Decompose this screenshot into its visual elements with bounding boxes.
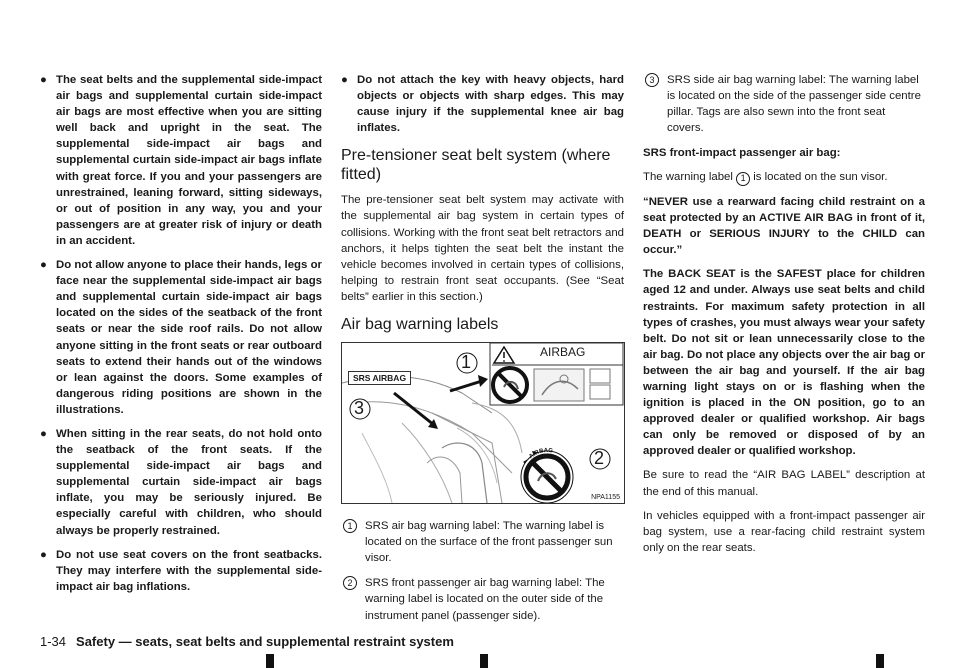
registration-mark bbox=[266, 654, 274, 668]
page-number: 1-34 bbox=[40, 634, 67, 649]
section-title: Safety — seats, seat belts and supplemental restraint system bbox=[76, 634, 454, 649]
caption-text: SRS side air bag warning label: The warning label is located on the side of the passenger side centre pillar. Tags are also sewn into the front seat covers. bbox=[667, 74, 921, 135]
back-seat-warning: The BACK SEAT is the SAFEST place for children aged 12 and under. Always use seat belts and child restraints. For maximum safety protection in all types of crashes, you must always wear your safety belt. Do not sit or lean unnecessarily close to the air bag. Do not place any objects over the air bag or between the air bag and yourself. If the air bag warning light stays on or is flashing when the ignition is placed in the ON position, go to an approved dealer or qualified workshop. Air bags can only be removed or disposed of by an approved dealer or qualified workshop. bbox=[643, 268, 925, 458]
bullet-text: Do not allow anyone to place their hands, legs or face near the supplemental side-impact air bags and supplemental curtain side-impact air bags located on the sides of the seatback of the front seats or near the side roof rails. Do not allow anyone sitting in the front seats or rear outboard seats to extend their hands out of the windows or lean against the doors. Some examples of dangerous riding positions are shown in the illustrations. bbox=[56, 259, 322, 416]
pretensioner-heading: Pre-tensioner seat belt system (where fitted) bbox=[341, 147, 611, 184]
page-footer bbox=[40, 634, 454, 649]
bullet-item bbox=[40, 257, 322, 418]
bullet-icon: ● bbox=[40, 548, 47, 561]
column-left bbox=[40, 72, 322, 603]
registration-mark bbox=[876, 654, 884, 668]
registration-mark bbox=[480, 654, 488, 668]
warning-label-location: The warning label 1 is located on the sun visor. bbox=[643, 169, 925, 186]
front-impact-heading: SRS front-impact passenger air bag: bbox=[643, 147, 841, 160]
bullet-icon: ● bbox=[40, 259, 47, 272]
bullet-item bbox=[40, 547, 322, 595]
bullet-item bbox=[40, 426, 322, 539]
caption-1 bbox=[341, 518, 624, 566]
caption-text: SRS air bag warning label: The warning label is located on the surface of the front passenger sun visor. bbox=[365, 520, 613, 565]
callout-2: 2 bbox=[594, 448, 605, 469]
never-warning: “NEVER use a rearward facing child restraint on a seat protected by an ACTIVE AIR BAG in front of it, DEATH or SERIOUS INJURY to the CHILD can occur.” bbox=[643, 195, 925, 257]
column-right bbox=[643, 72, 925, 564]
bullet-text: The seat belts and the supplemental side-impact air bags and supplemental curtain side-impact air bags are most effective when you are sitting well back and upright in the seat. The supplemental side-impact air bags and supplemental curtain side-impact air bags inflate with great force. If you and your passengers are unrestrained, leaning forward, sitting sideways, or out of position in any way, you and your passengers are at greater risk of injury or death in an accident. bbox=[56, 74, 322, 247]
bullet-item bbox=[40, 72, 322, 249]
callout-1: 1 bbox=[461, 352, 472, 373]
caption-text: SRS front passenger air bag warning label: The warning label is located on the outer side of the instrument panel (passenger side). bbox=[365, 577, 605, 622]
callout-number: 3 bbox=[645, 73, 659, 87]
ring-text: AIRBAG bbox=[528, 447, 554, 461]
car-interior-illustration bbox=[342, 343, 624, 503]
srs-airbag-label: SRS AIRBAG bbox=[348, 371, 411, 385]
callout-number: 1 bbox=[343, 519, 357, 533]
callout-number: 1 bbox=[736, 172, 750, 186]
figure-code: NPA1155 bbox=[591, 494, 620, 502]
callout-number: 2 bbox=[343, 576, 357, 590]
airbag-labels-figure bbox=[341, 342, 625, 504]
rear-facing-note: In vehicles equipped with a front-impact passenger air bag system, use a rear-facing child restraint system only on the rear seats. bbox=[643, 509, 925, 554]
bullet-text: Do not use seat covers on the front seatbacks. They may interfere with the supplemental side-impact air bag inflations. bbox=[56, 548, 322, 593]
callout-3: 3 bbox=[354, 398, 365, 419]
read-label-note: Be sure to read the “AIR BAG LABEL” description at the end of this manual. bbox=[643, 469, 925, 498]
caption-2 bbox=[341, 575, 624, 623]
airbag-label-title: AIRBAG bbox=[540, 345, 586, 360]
bullet-icon: ● bbox=[341, 74, 348, 86]
caption-3 bbox=[643, 72, 925, 136]
pretensioner-body: The pre-tensioner seat belt system may activate with the supplemental air bag system in certain types of collisions. Working with the front seat belt retractors and anchors, it helps tighten the seat belt the instant the vehicle becomes involved in certain types of collisions, helping to restrain front seat occupants. (See “Seat belts” earlier in this section.) bbox=[341, 194, 624, 303]
bullet-icon: ● bbox=[40, 427, 47, 440]
bullet-icon: ● bbox=[40, 74, 47, 86]
bullet-text: Do not attach the key with heavy objects, hard objects or objects with sharp edges. This may cause injury if the supplemental knee air bag inflates. bbox=[357, 74, 624, 135]
bullet-item bbox=[341, 72, 624, 136]
bullet-text: When sitting in the rear seats, do not hold onto the seatback of the front seats. If the supplemental side-impact air bags and supplemental curtain side-impact air bags inflate, you may be seriously injured. Be especially careful with children, who should always be properly restrained. bbox=[56, 427, 322, 537]
warning-labels-heading: Air bag warning labels bbox=[341, 316, 499, 334]
column-middle bbox=[341, 72, 624, 633]
